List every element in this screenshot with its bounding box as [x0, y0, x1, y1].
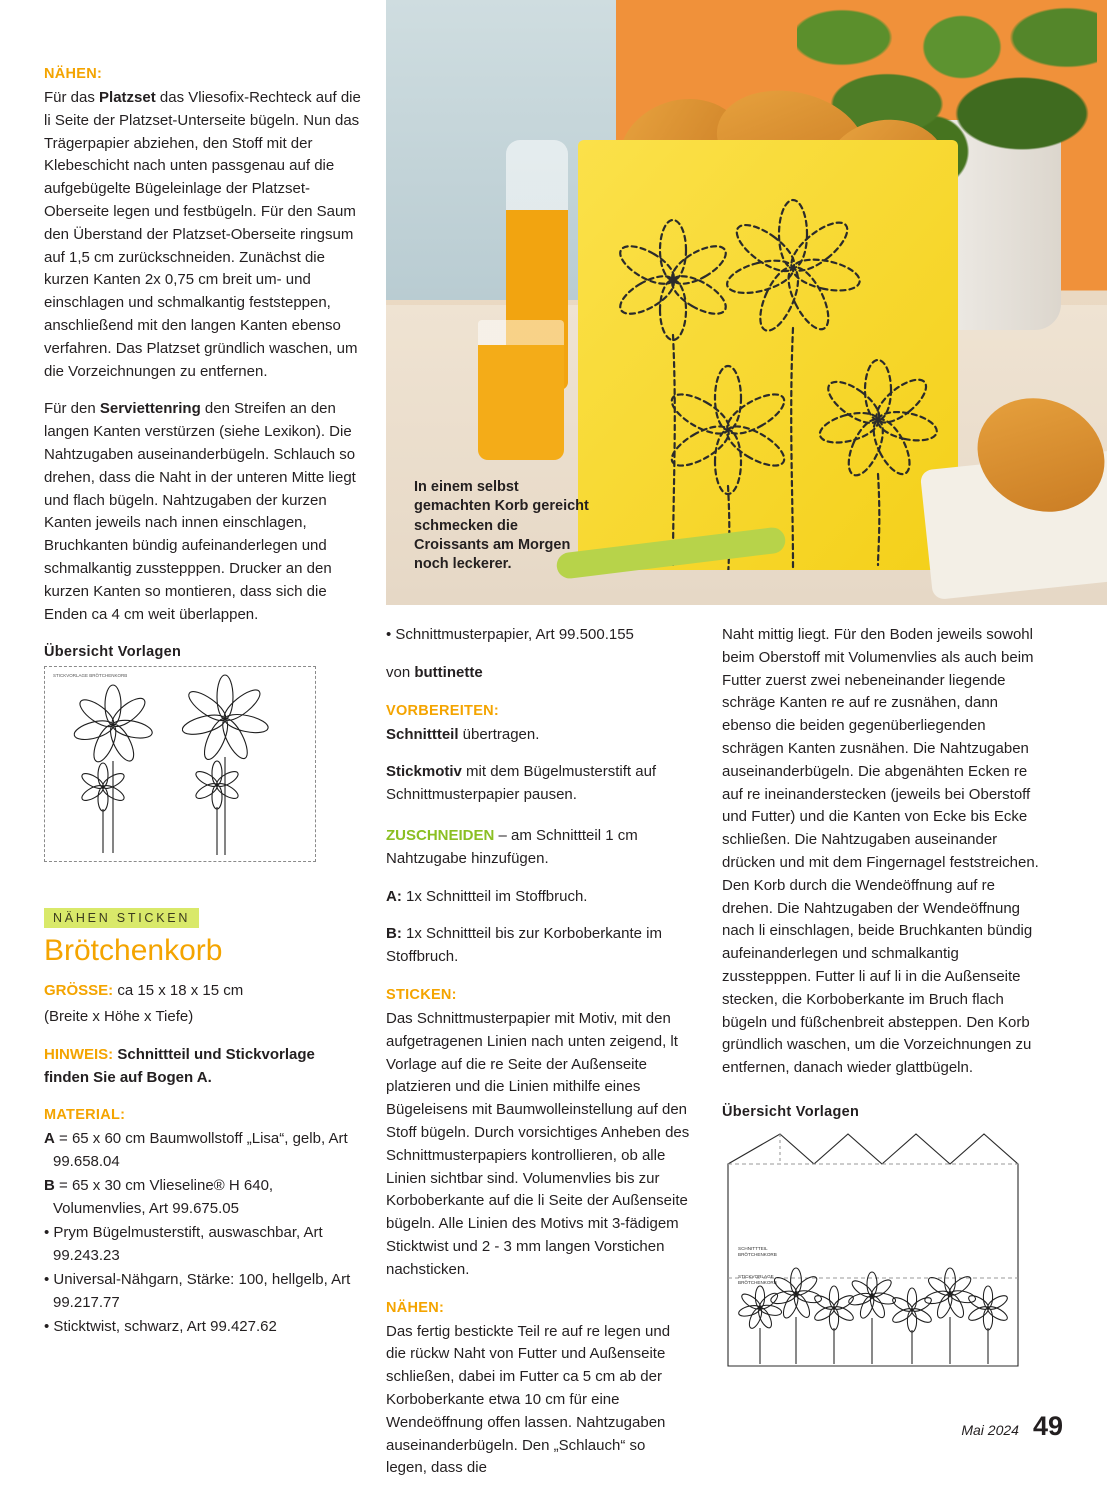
zuschneiden-intro	[386, 825, 690, 871]
vorbereiten-item-1: Schnittteil übertragen.	[386, 725, 540, 743]
paragraph-naehen-mid: Das fertig bestickte Teil re auf re legen und die rückw Naht von Futter und Außenseite schließen, dabei im Futter ca 5 cm ab der Korboberkante etwa 10 cm für eine Wendeöffnung offen lassen. Nahtzugaben auseinanderbügeln. Den „Schlauch“ so legen, dass die	[386, 1322, 671, 1477]
svg-text:SCHNITTTEIL: SCHNITTTEIL	[738, 1245, 768, 1251]
right-column	[722, 624, 1044, 1384]
material-label: MATERIAL:	[44, 1107, 126, 1124]
diagram-note-label: STICKVORLAGE BRÖTCHENKORB	[53, 673, 128, 679]
zuschneiden-a-text: 1x Schnittteil im Stoffbruch.	[401, 887, 588, 905]
zuschneiden-b-label: B:	[386, 925, 402, 943]
pattern-piece-svg	[722, 1128, 1022, 1384]
heading-vorbereiten: VORBEREITEN:	[386, 702, 500, 719]
overview-label-left: Übersicht Vorlagen	[44, 644, 182, 661]
hint-text: Schnittteil und Stickvorlage finden Sie auf Bogen A.	[44, 1046, 315, 1086]
paragraph-platzset: Für das Platzset das Vliesofix-Rechteck auf die li Seite der Platzset-Unterseite bügeln. Nun das Trägerpapier abziehen, den Stoff mit der Klebeschicht nach unten passgenau auf die aufgebügelte Bügeleinlage der Platzset-Oberseite legen und festbügeln. Für den Saum den Überstand der Platzset-Oberseite ringsum auf 1,5 cm zurückschneiden. Zunächst die kurzen Kanten 2x 0,75 cm breit um- und einschlagen und schmalkantig feststeppen, anschließend mit den langen Kanten ebenso verfahren. Das Platzset gründlich waschen, um die Vorzeichnungen zu entfernen.	[44, 89, 361, 380]
zuschneiden-text: – am Schnittteil 1 cm Nahtzugabe hinzufügen.	[386, 826, 638, 867]
material-item: • Universal-Nähgarn, Stärke: 100, hellgelb, Art 99.217.77	[44, 1271, 351, 1311]
svg-text:BRÖTCHENKORB: BRÖTCHENKORB	[738, 1251, 777, 1257]
template-overview-diagram-right	[722, 1128, 1022, 1384]
size-label: GRÖSSE:	[44, 982, 114, 1000]
svg-text:BRÖTCHENKORB: BRÖTCHENKORB	[738, 1279, 777, 1285]
material-continued-item: • Schnittmusterpapier, Art 99.500.155	[386, 626, 634, 643]
juice-glass	[478, 320, 564, 460]
vorbereiten-bold-1: Schnittteil	[386, 725, 459, 743]
size-value: ca 15 x 18 x 15 cm	[117, 982, 244, 1000]
svg-text:STICKVORLAGE: STICKVORLAGE	[738, 1273, 774, 1279]
article-kicker: NÄHEN STICKEN	[44, 908, 199, 928]
overview-label-right: Übersicht Vorlagen	[722, 1103, 860, 1120]
vorbereiten-bold-2: Stickmotiv	[386, 763, 462, 781]
zuschneiden-a	[386, 886, 690, 909]
fabric-basket	[578, 140, 958, 570]
zuschneiden-a-label: A:	[386, 887, 402, 905]
paragraph-sticken: Das Schnittmusterpapier mit Motiv, mit den aufgetragenen Linien nach unten zeigend, lt Vorlage auf die re Seite der Außenseite platzieren und die Linien mithilfe eines Bügeleisens mit Baumwolleinstellung auf den Stoff bügeln. Durch vorsichtiges Anheben des Schnittmusterpapiers kontrollieren, ob alle Linien sichtbar sind. Volumenvlies bis zur Korboberkante auf die li Seite der Außenseite bügeln. Alle Linien des Motivs mit 3-fädigem Sticktwist und 2 - 3 mm langen Vorstichen nachsticken.	[386, 1009, 690, 1278]
photo-caption: In einem selbst gemachten Korb gereicht schmecken die Croissants am Morgen noch leckerer.	[414, 479, 589, 573]
heading-sticken: STICKEN:	[386, 986, 457, 1003]
brand-line	[386, 662, 690, 685]
template-flowers-svg	[45, 667, 313, 859]
page-number: 49	[1032, 1411, 1063, 1441]
material-item: A = 65 x 60 cm Baumwollstoff „Lisa“, gelb, Art 99.658.04	[44, 1130, 348, 1170]
paragraph-serviettenring: Für den Serviettenring den Streifen an den langen Kanten verstürzen (siehe Lexikon). Die Nahtzugaben auseinanderbügeln. Schlauch so drehen, dass die Naht in der unteren Mitte liegt und flach bügeln. Nahtzugaben der kurzen Kanten jeweils nach innen einschlagen, Bruchkanten bündig aufeinanderlegen und schmalkantig zusstepppen. Drucker an den kurzen Kanten so montieren, dass sich die Enden ca 4 cm weit überlappen.	[44, 400, 356, 623]
issue-date: Mai 2024	[961, 1422, 1019, 1438]
page-title: Brötchenkorb	[44, 934, 223, 968]
material-item: • Sticktwist, schwarz, Art 99.427.62	[44, 1318, 277, 1336]
brand-prefix: von	[386, 663, 415, 681]
heading-naehen-left: NÄHEN:	[44, 66, 103, 82]
hint-line	[44, 1044, 364, 1089]
material-list	[44, 1128, 364, 1339]
size-line	[44, 980, 364, 1003]
brand-name: buttinette	[414, 663, 483, 681]
bold-platzset: Platzset	[99, 89, 156, 106]
material-item: B = 65 x 30 cm Vlieseline® H 640, Volumenvlies, Art 99.675.05	[44, 1177, 274, 1217]
size-sublabel: (Breite x Höhe x Tiefe)	[44, 1007, 194, 1025]
template-overview-diagram-left	[44, 666, 316, 862]
middle-column	[386, 624, 690, 1495]
hero-photo	[386, 0, 1107, 605]
heading-zuschneiden: ZUSCHNEIDEN	[386, 826, 495, 844]
page-footer	[961, 1411, 1063, 1442]
bold-serviettenring: Serviettenring	[99, 400, 201, 418]
hint-label: HINWEIS:	[44, 1046, 114, 1064]
heading-naehen-mid: NÄHEN:	[386, 1299, 445, 1316]
zuschneiden-b	[386, 923, 690, 969]
zuschneiden-b-text: 1x Schnittteil bis zur Korboberkante im Stoffbruch.	[386, 925, 662, 966]
material-item: • Prym Bügelmusterstift, auswaschbar, Art 99.243.23	[44, 1224, 323, 1264]
embroidered-flowers-svg	[578, 140, 958, 570]
left-column	[44, 66, 364, 1341]
vorbereiten-item-2: Stickmotiv mit dem Bügelmusterstift auf Schnittmusterpapier pausen.	[386, 763, 657, 804]
paragraph-naehen-continued: Naht mittig liegt. Für den Boden jeweils sowohl beim Oberstoff mit Volumenvlies als auch beim Futter zuerst zwei nebeneinander liegende schräge Kanten re auf re zusnähen, dann ebenso die beiden gegenüberliegenden schrägen Kanten zusnähen. Die Nahtzugaben auseinanderbügeln. Die abgenähten Ecken re auf re ineinanderstecken (jeweils bei Oberstoff und Futter) und die Kanten von Ecke bis Ecke schließen. Die Nahtzugaben auseinander drücken und mit dem Fingernagel feststreichen. Den Korb durch die Wendeöffnung auf re drehen. Die Nahtzugaben der Wendeöffnung nach li einschlagen, beide Bruchkanten bündig aufeinanderlegen und schmalkantig zusstepppen. Futter li auf li in die Außenseite stecken, die Korboberkante im Bruch flach bügeln und füßchenbreit absteppen. Den Korb gründlich waschen, um die Vorzeichnungen zu entfernen, danach wieder glattbügeln.	[722, 626, 1039, 1077]
